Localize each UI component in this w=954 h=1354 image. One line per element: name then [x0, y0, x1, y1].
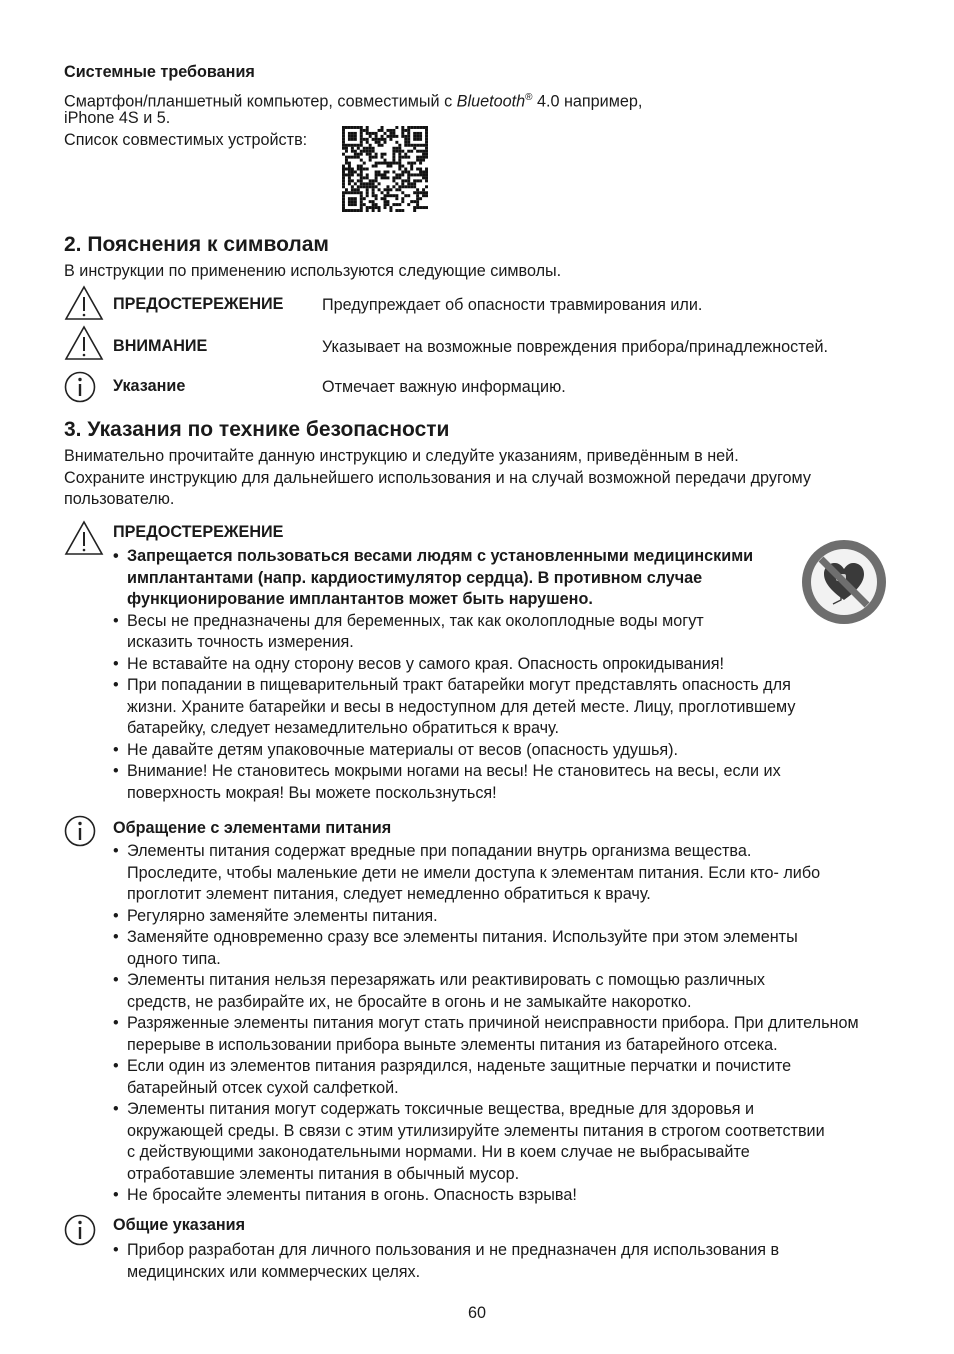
list-item: • Внимание! Не становитесь мокрыми ногами на весы! Не становитесь на весы, если их поверхность мокрая! Вы можете поскользнуться!: [113, 761, 893, 804]
list-item: • При попадании в пищеварительный тракт батарейки могут представлять опасность для жизни. Храните батарейки и весы в недоступном для детей месте. Лицу, проглотившему батарейку, следует незамедлительно обратиться к врачу.: [113, 675, 893, 740]
warning-list: [113, 546, 893, 804]
registered-mark: ®: [525, 92, 533, 103]
system-requirements-line2: iPhone 4S и 5.: [64, 109, 171, 127]
general-list: [113, 1240, 903, 1283]
warning-triangle-icon: [64, 285, 104, 321]
no-pacemaker-icon: [800, 538, 888, 626]
page-number: 60: [467, 1304, 486, 1322]
symbol-desc-warning: Предупреждает об опасности травмирования или.: [322, 296, 703, 314]
list-item: • Прибор разработан для личного пользования и не предназначен для использования в медицинских или коммерческих целях.: [113, 1240, 903, 1283]
info-icon: [64, 1214, 96, 1246]
intro-line: пользователю.: [64, 490, 175, 508]
qr-code-icon[interactable]: [342, 126, 428, 212]
symbol-label-warning: ПРЕДОСТЕРЕЖЕНИЕ: [113, 295, 284, 313]
list-item: • Элементы питания содержат вредные при попадании внутрь организма вещества. Проследите, чтобы маленькие дети не имели доступа к элементам питания. Если кто- либо проглотит элемент питания, следует немедленно обратиться к врачу.: [113, 841, 903, 906]
list-item: • Регулярно заменяйте элементы питания.: [113, 906, 903, 928]
list-item: • Не вставайте на одну сторону весов у самого края. Опасность опрокидывания!: [113, 654, 893, 676]
sys-line1-b: 4.0 например,: [532, 92, 643, 111]
list-item: • Запрещается пользоваться весами людям с установленными медицинскими имплантантами (напр. кардиостимулятор сердца). В противном случае функционирование имплантантов может быть нарушено.: [113, 546, 893, 611]
battery-list: [113, 841, 903, 1207]
info-icon: [64, 815, 96, 847]
warning-block-title: ПРЕДОСТЕРЕЖЕНИЕ: [113, 523, 284, 541]
list-item: • Если один из элементов питания разрядился, наденьте защитные перчатки и почистите батарейный отсек сухой салфеткой.: [113, 1056, 903, 1099]
battery-block-title: Обращение с элементами питания: [113, 819, 392, 837]
list-item: • Не давайте детям упаковочные материалы от весов (опасность удушья).: [113, 740, 893, 762]
section-3-heading: 3. Указания по технике безопасности: [64, 418, 450, 441]
symbol-label-note: Указание: [113, 377, 186, 395]
section-2-intro: В инструкции по применению используются следующие символы.: [64, 262, 562, 280]
symbol-desc-note: Отмечает важную информацию.: [322, 378, 566, 396]
list-item: • Не бросайте элементы питания в огонь. Опасность взрыва!: [113, 1185, 903, 1207]
list-item: • Заменяйте одновременно сразу все элементы питания. Используйте при этом элементы одного типа.: [113, 927, 903, 970]
compatible-devices-label: Список совместимых устройств:: [64, 131, 308, 149]
bluetooth-text: Bluetooth: [456, 92, 526, 111]
intro-line: Сохраните инструкцию для дальнейшего использования и на случай возможной передачи другому: [64, 468, 811, 487]
list-item: • Элементы питания нельзя перезаряжать или реактивировать с помощью различных средств, не разбирайте их, не бросайте в огонь и не замыкайте накоротко.: [113, 970, 903, 1013]
sys-line1-a: Смартфон/планшетный компьютер, совместимый с: [64, 92, 457, 111]
warning-triangle-icon: [64, 325, 104, 361]
section-2-heading: 2. Пояснения к символам: [64, 233, 329, 256]
info-icon: [64, 371, 96, 403]
system-requirements-heading: Системные требования: [64, 63, 255, 81]
intro-line: Внимательно прочитайте данную инструкцию и следуйте указаниям, приведённым в ней.: [64, 447, 739, 465]
list-item: • Элементы питания могут содержать токсичные вещества, вредные для здоровья и окружающей среды. В связи с этим утилизируйте элементы питания в строгом соответствии с действующими законодательными нормами. Ни в коем случае не выбрасывайте отработавшие элементы питания в обычный мусор.: [113, 1099, 903, 1185]
warning-triangle-icon: [64, 520, 104, 556]
list-item: • Разряженные элементы питания могут стать причиной неисправности прибора. При длительном перерыве в использовании прибора выньте элементы питания из батарейного отсека.: [113, 1013, 903, 1056]
symbol-label-caution: ВНИМАНИЕ: [113, 337, 208, 355]
list-item: • Весы не предназначены для беременных, так как околоплодные воды могут исказить точность измерения.: [113, 611, 893, 654]
section-3-intro: [64, 446, 811, 511]
general-block-title: Общие указания: [113, 1216, 246, 1234]
symbol-desc-caution: Указывает на возможные повреждения прибора/принадлежностей.: [322, 338, 829, 356]
